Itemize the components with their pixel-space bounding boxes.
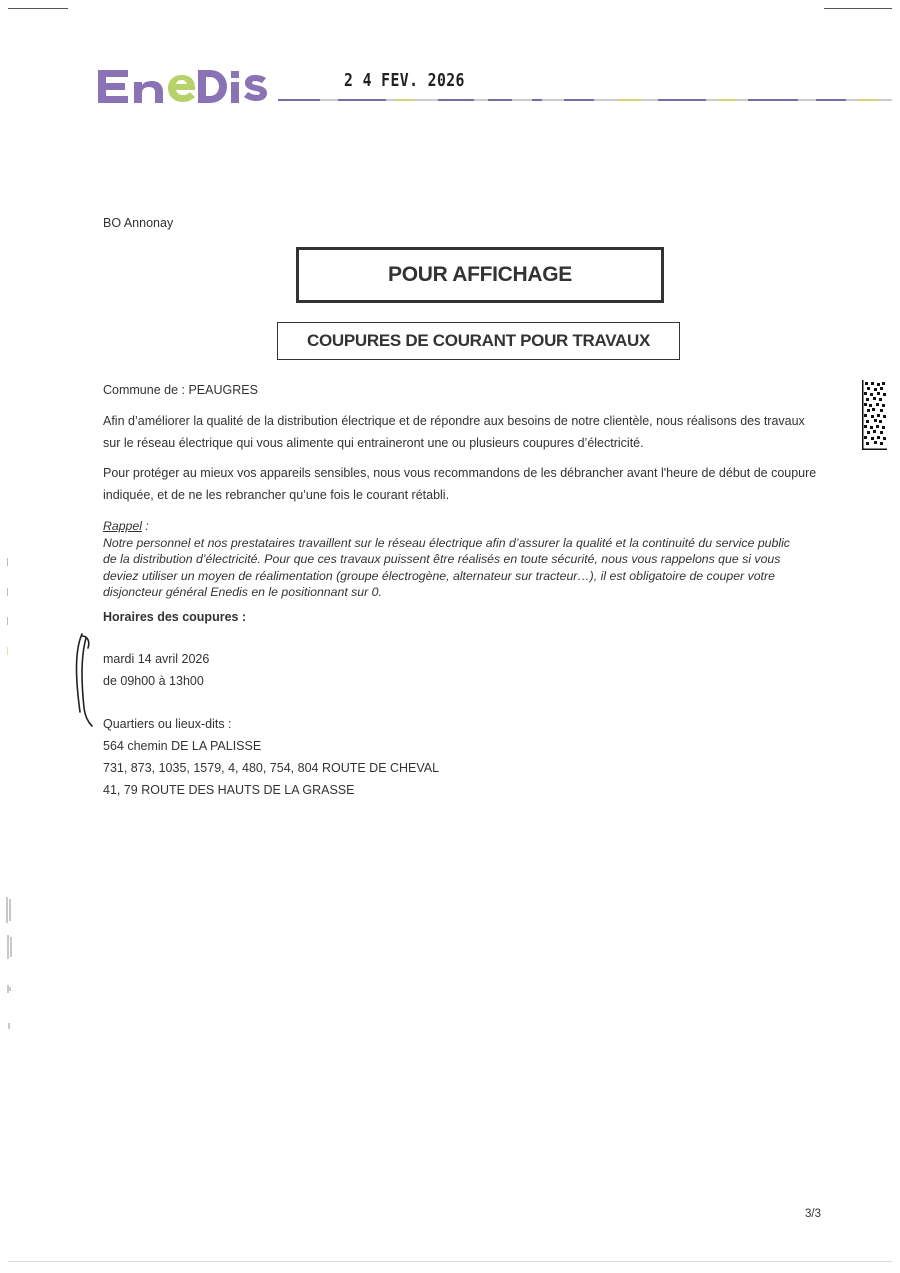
paragraph-1-line-1: Afin d’améliorer la qualité de la distribution électrique et de répondre aux besoins de notre clientèle, nous réalisons des travaux (103, 414, 805, 428)
handwritten-mark (68, 632, 98, 728)
rappel-section (103, 518, 828, 601)
paragraph-2-line-2: indiquée, et de ne les rebrancher qu’une fois le courant rétabli. (103, 488, 450, 502)
datamatrix-code (862, 380, 887, 450)
enedis-logo (96, 64, 268, 108)
schedule-heading: Horaires des coupures : (103, 610, 247, 624)
subtitle-text: COUPURES DE COURANT POUR TRAVAUX (306, 331, 650, 350)
paragraph-1 (103, 410, 828, 454)
commune-line: Commune de : PEAUGRES (103, 383, 258, 397)
header-rule (278, 98, 892, 102)
location-item: 41, 79 ROUTE DES HAUTS DE LA GRASSE (103, 783, 355, 797)
rappel-line-2: de la distribution d’électricité. Pour que ces travaux puissent être réalisés en toute sécurité, nous vous rappelons que si vous (103, 552, 781, 566)
top-right-corner-line (824, 8, 892, 9)
agency-name: BO Annonay (103, 216, 174, 230)
rappel-heading (103, 518, 828, 535)
margin-tick (7, 647, 8, 655)
title-text: POUR AFFICHAGE (387, 263, 573, 286)
paragraph-2 (103, 462, 828, 506)
locations-heading: Quartiers ou lieux-dits : (103, 717, 232, 731)
margin-tick (7, 558, 8, 566)
rappel-label: Rappel (103, 519, 142, 533)
title-box (296, 247, 664, 303)
location-item: 731, 873, 1035, 1579, 4, 480, 754, 804 ROUTE DE CHEVAL (103, 761, 440, 775)
margin-tick (7, 588, 8, 596)
margin-tick (7, 617, 8, 625)
paragraph-2-line-1: Pour protéger au mieux vos appareils sensibles, nous vous recommandons de les débrancher avant l'heure de début de coupure (103, 466, 817, 480)
page-number: 3/3 (805, 1208, 821, 1220)
date-stamp: 2 4 FEV. 2026 (344, 70, 465, 91)
top-left-corner-line (8, 8, 68, 9)
rappel-line-1: Notre personnel et nos prestataires travaillent sur le réseau électrique afin d’assurer la qualité et la continuité du service public (103, 535, 790, 550)
scanner-side-marks (4, 895, 14, 1035)
rappel-colon: : (141, 519, 149, 533)
schedule-date: mardi 14 avril 2026 (103, 652, 210, 666)
location-item: 564 chemin DE LA PALISSE (103, 739, 262, 753)
paragraph-1-line-2: sur le réseau électrique qui vous alimente qui entraineront une ou plusieurs coupures d’électricité. (103, 436, 644, 450)
rappel-line-3: deviez utiliser un moyen de réalimentation (groupe électrogène, alternateur sur tracteur…), il est obligatoire de couper votre (103, 568, 775, 583)
rappel-line-4: disjoncteur général Enedis en le positionnant sur 0. (103, 585, 382, 599)
bottom-rule (8, 1261, 892, 1262)
subtitle-box (277, 322, 680, 360)
schedule-time: de 09h00 à 13h00 (103, 674, 204, 688)
